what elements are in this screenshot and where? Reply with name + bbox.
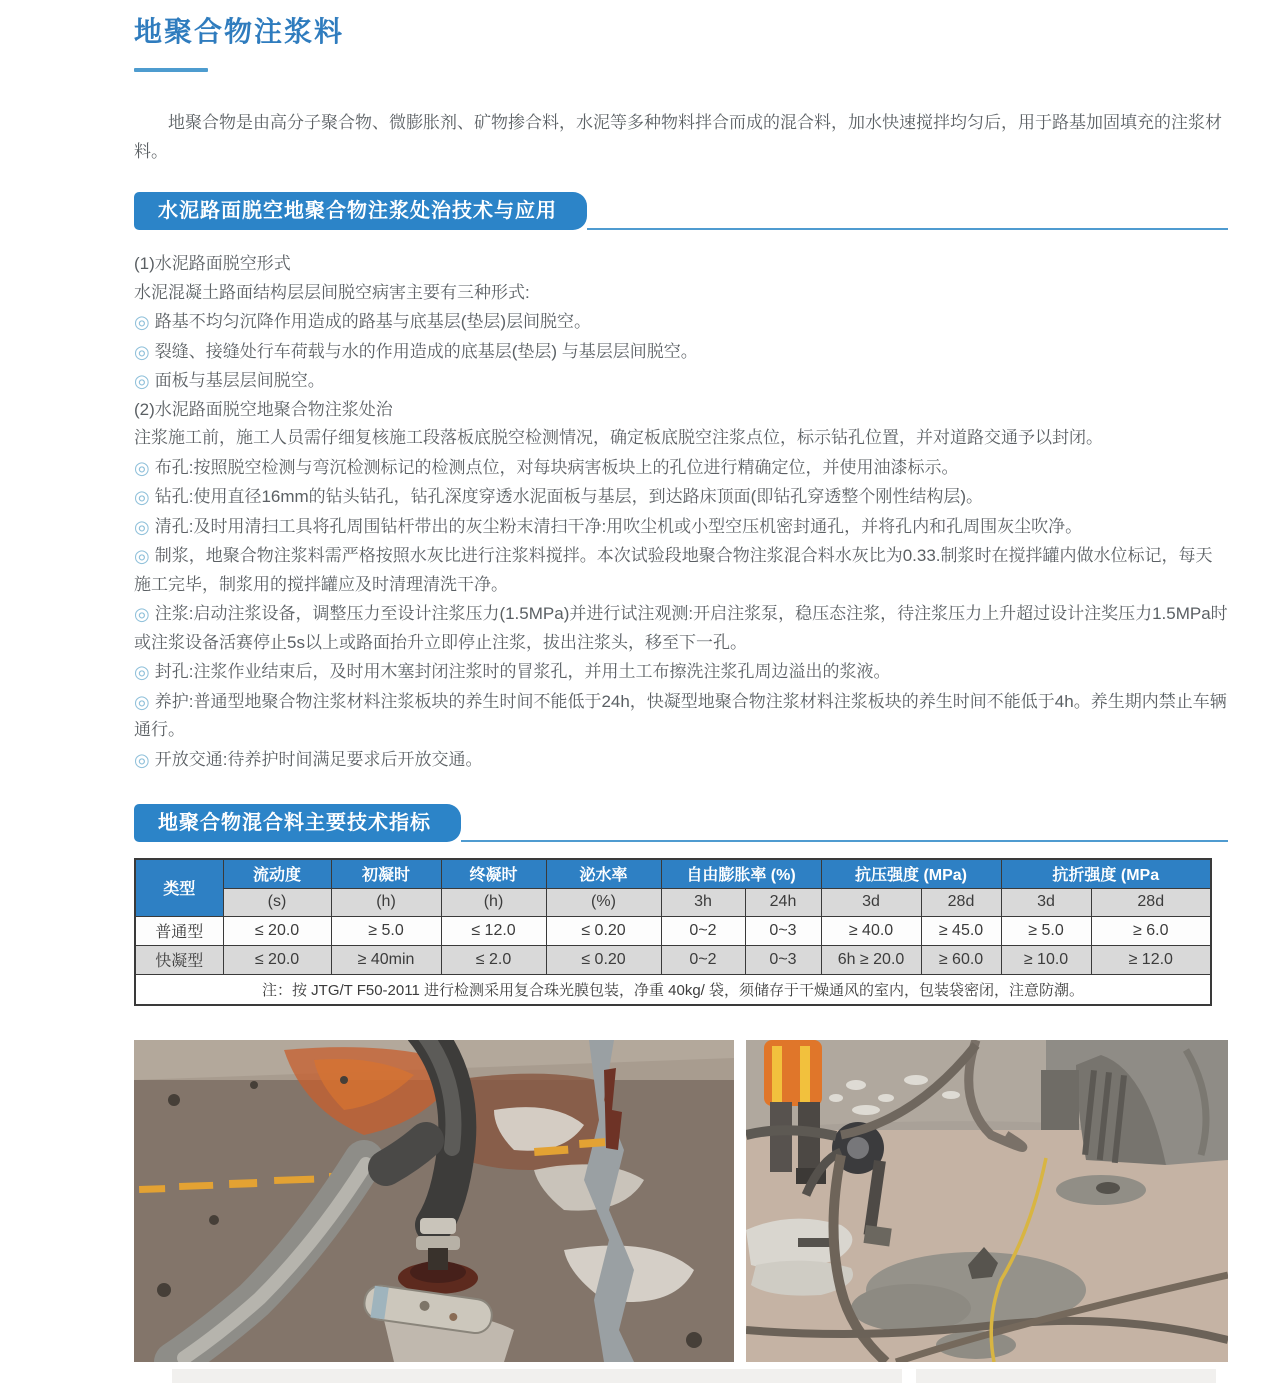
cell: 0~3 bbox=[745, 916, 821, 945]
cell: ≥ 60.0 bbox=[921, 945, 1001, 974]
header-cell: 初凝时 bbox=[331, 859, 441, 888]
photo-row bbox=[134, 1040, 1228, 1362]
cell: ≤ 20.0 bbox=[223, 945, 331, 974]
section-heading: 水泥路面脱空地聚合物注浆处治技术与应用 bbox=[134, 192, 587, 230]
bullet-item bbox=[134, 482, 1228, 512]
cell: ≤ 0.20 bbox=[546, 945, 661, 974]
subheader-cell: (h) bbox=[331, 888, 441, 916]
header-cell: 流动度 bbox=[223, 859, 331, 888]
section-heading: 地聚合物混合料主要技术指标 bbox=[134, 804, 461, 842]
bullet-text: 封孔:注浆作业结束后，及时用木塞封闭注浆时的冒浆孔，并用土工布擦洗注浆孔周边溢出的浆液。 bbox=[154, 662, 891, 681]
header-cell: 泌水率 bbox=[546, 859, 661, 888]
cell: ≤ 12.0 bbox=[441, 916, 546, 945]
subheader-cell: 3d bbox=[821, 888, 921, 916]
row-label: 普通型 bbox=[135, 916, 223, 945]
treatment-body bbox=[134, 250, 1228, 774]
intro-paragraph: 地聚合物是由高分子聚合物、微膨胀剂、矿物掺合料，水泥等多种物料拌合而成的混合料，加水快速搅拌均匀后，用于路基加固填充的注浆材料。 bbox=[134, 113, 1222, 161]
cell: 0~2 bbox=[661, 945, 745, 974]
paragraph: (2)水泥路面脱空地聚合物注浆处治 bbox=[134, 399, 393, 419]
ring-bullet-icon: ◎ bbox=[134, 371, 150, 391]
page-title: 地聚合物注浆料 bbox=[134, 16, 345, 47]
subheader-cell: (%) bbox=[546, 888, 661, 916]
header-cell: 自由膨胀率 (%) bbox=[661, 859, 821, 888]
ring-bullet-icon: ◎ bbox=[134, 341, 150, 362]
cell: ≥ 40.0 bbox=[821, 916, 921, 945]
cell: ≤ 20.0 bbox=[223, 916, 331, 945]
paragraph: (1)水泥路面脱空形式 bbox=[134, 254, 291, 273]
bullet-text: 路基不均匀沉降作用造成的路基与底基层(垫层)层间脱空。 bbox=[154, 312, 592, 331]
ring-bullet-icon: ◎ bbox=[134, 457, 150, 478]
header-cell: 抗折强度 (MPa bbox=[1001, 859, 1211, 888]
ring-bullet-icon: ◎ bbox=[134, 516, 150, 537]
cell: ≥ 6.0 bbox=[1091, 916, 1211, 945]
cell: ≥ 40min bbox=[331, 945, 441, 974]
bullet-text: 钻孔:使用直径16mm的钻头钻孔，钻孔深度穿透水泥面板与基层，到达路床顶面(即钻孔穿透整个刚性结构层)。 bbox=[154, 487, 983, 506]
bullet-text: 裂缝、接缝处行车荷载与水的作用造成的底基层(垫层) 与基层层间脱空。 bbox=[154, 341, 698, 361]
bullet-item bbox=[134, 687, 1228, 745]
subheader-cell: 3d bbox=[1001, 888, 1091, 916]
subheader-cell: (h) bbox=[441, 888, 546, 916]
bullet-item bbox=[134, 337, 1228, 367]
cell: 0~3 bbox=[745, 945, 821, 974]
ring-bullet-icon: ◎ bbox=[134, 691, 150, 712]
header-cell: 终凝时 bbox=[441, 859, 546, 888]
bullet-text: 面板与基层层间脱空。 bbox=[154, 371, 325, 390]
cell: 6h ≥ 20.0 bbox=[821, 945, 921, 974]
cell: ≥ 10.0 bbox=[1001, 945, 1091, 974]
subheader-cell: 24h bbox=[745, 888, 821, 916]
bullet-item bbox=[134, 512, 1228, 542]
bullet-item bbox=[134, 541, 1228, 599]
cell: ≥ 12.0 bbox=[1091, 945, 1211, 974]
cell: ≥ 5.0 bbox=[331, 916, 441, 945]
ring-bullet-icon: ◎ bbox=[134, 604, 150, 624]
table-header-row-2 bbox=[135, 888, 1211, 916]
title-underline bbox=[134, 68, 208, 72]
table-row bbox=[135, 945, 1211, 974]
table-header-row-1 bbox=[135, 859, 1211, 888]
table-note-row bbox=[135, 974, 1211, 1005]
bullet-text: 注浆:启动注浆设备，调整压力至设计注浆压力(1.5MPa)并进行试注观测:开启注浆泵，稳压态注浆，待注浆压力上升超过设计注奖压力1.5MPa时或注浆设备活赛停止5s以上或路面抬升立即停止注浆，拔出注浆头，移至下一孔。 bbox=[134, 604, 1228, 652]
photo-grouting-hose bbox=[134, 1040, 734, 1362]
photo-grouting-site bbox=[746, 1040, 1228, 1362]
section-header-specs bbox=[134, 804, 1228, 842]
ring-bullet-icon: ◎ bbox=[134, 662, 150, 682]
subheader-cell: (s) bbox=[223, 888, 331, 916]
subheader-cell: 3h bbox=[661, 888, 745, 916]
row-label: 快凝型 bbox=[135, 945, 223, 974]
spec-table-wrap bbox=[134, 858, 1228, 1006]
section-header-treatment bbox=[134, 192, 1228, 230]
paragraph: 水泥混凝土路面结构层层间脱空病害主要有三种形式: bbox=[134, 282, 530, 302]
header-cell: 抗压强度 (MPa) bbox=[821, 859, 1001, 888]
paragraph: 注浆施工前，施工人员需仔细复核施工段落板底脱空检测情况，确定板底脱空注浆点位，标示钻孔位置，并对道路交通予以封闭。 bbox=[134, 428, 1103, 447]
bullet-text: 清孔:及时用清扫工具将孔周围钻杆带出的灰尘粉末清扫干净:用吹尘机或小型空压机密封通孔，并将孔内和孔周围灰尘吹净。 bbox=[154, 516, 1083, 536]
bullet-text: 开放交通:待养护时间满足要求后开放交通。 bbox=[154, 749, 483, 769]
ring-bullet-icon: ◎ bbox=[134, 546, 150, 566]
header-cell-type: 类型 bbox=[135, 859, 223, 916]
table-row bbox=[135, 916, 1211, 945]
table-note: 注：按 JTG/T F50-2011 进行检测采用复合珠光膜包装，净重 40kg/ 袋，须储存于干燥通风的室内，包装袋密闭，注意防潮。 bbox=[135, 974, 1211, 1005]
bullet-text: 养护:普通型地聚合物注浆材料注浆板块的养生时间不能低于24h，快凝型地聚合物注浆材料注浆板块的养生时间不能低于4h。养生期内禁止车辆通行。 bbox=[134, 691, 1227, 739]
bullet-item bbox=[134, 453, 1228, 483]
spec-table bbox=[134, 858, 1212, 1006]
subheader-cell: 28d bbox=[921, 888, 1001, 916]
section-rule bbox=[587, 228, 1228, 230]
cell: ≥ 5.0 bbox=[1001, 916, 1091, 945]
cropped-photo-edge bbox=[172, 1369, 902, 1383]
cropped-photo-edge bbox=[916, 1369, 1216, 1383]
bullet-item bbox=[134, 307, 1228, 337]
cropped-next-row bbox=[134, 1369, 1228, 1383]
bullet-item bbox=[134, 745, 1228, 775]
bullet-text: 制浆，地聚合物注浆料需严格按照水灰比进行注浆料搅拌。本次试验段地聚合物注浆混合料水灰比为0.33.制浆时在搅拌罐内做水位标记，每天施工完毕，制浆用的搅拌罐应及时清理清洗干净。 bbox=[134, 546, 1213, 594]
section-rule bbox=[461, 840, 1228, 842]
cell: 0~2 bbox=[661, 916, 745, 945]
bullet-text: 布孔:按照脱空检测与弯沉检测标记的检测点位，对每块病害板块上的孔位进行精确定位，并使用油漆标示。 bbox=[154, 457, 959, 477]
ring-bullet-icon: ◎ bbox=[134, 312, 150, 332]
cell: ≥ 45.0 bbox=[921, 916, 1001, 945]
cell: ≤ 2.0 bbox=[441, 945, 546, 974]
bullet-item bbox=[134, 657, 1228, 687]
ring-bullet-icon: ◎ bbox=[134, 749, 150, 770]
cell: ≤ 0.20 bbox=[546, 916, 661, 945]
subheader-cell: 28d bbox=[1091, 888, 1211, 916]
ring-bullet-icon: ◎ bbox=[134, 487, 150, 507]
bullet-item bbox=[134, 366, 1228, 396]
bullet-item bbox=[134, 599, 1228, 657]
